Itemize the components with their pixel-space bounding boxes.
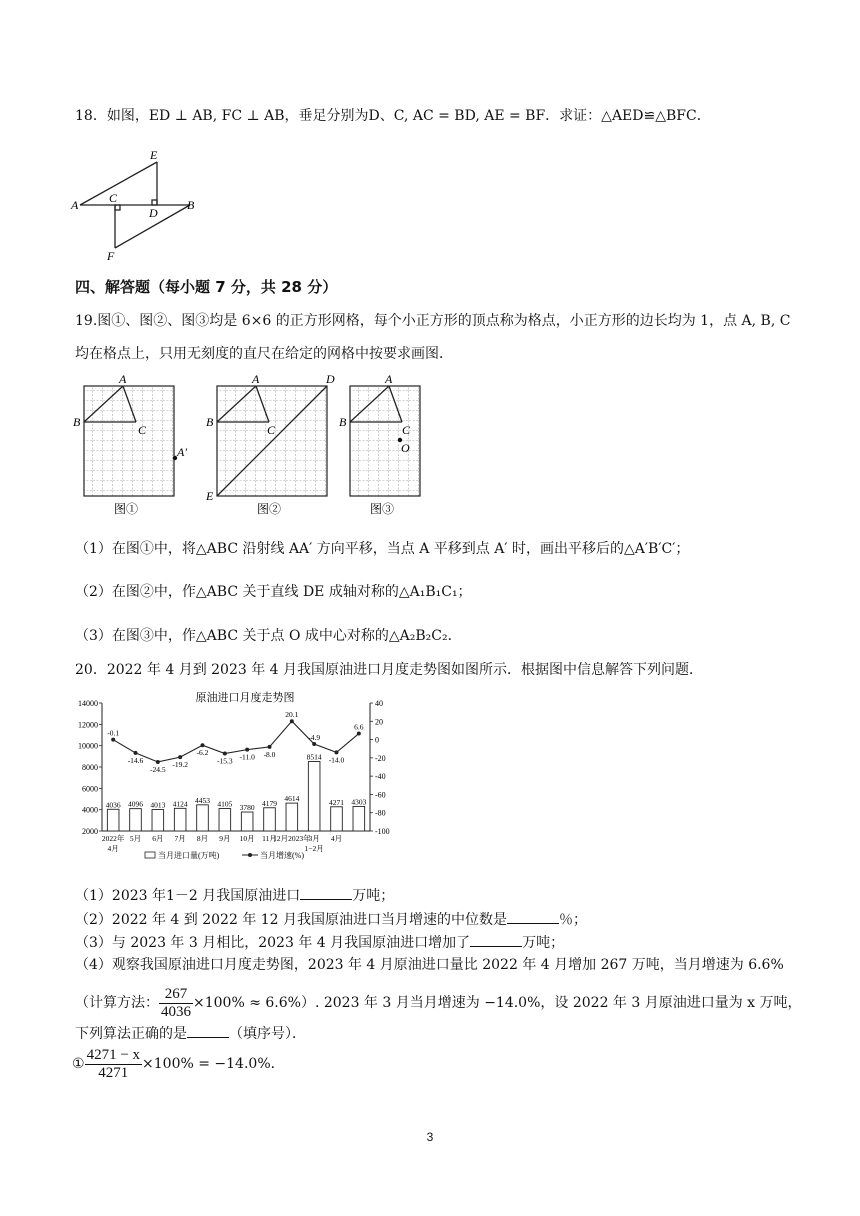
section-heading: 四、解答题（每小题 7 分，共 28 分）: [75, 278, 338, 296]
growth-point: [201, 743, 205, 747]
q18-label-a: A: [71, 198, 79, 212]
right-tick-label: 40: [375, 699, 383, 708]
q20-part4-line1: （4）观察我国原油进口月度走势图，2023 年 4 月原油进口量比 2022 年 4 月增加 267 万吨，当月增速为 6.6%: [75, 957, 784, 973]
option1-prefix: ①: [72, 1056, 85, 1072]
growth-value-label: -0.1: [107, 728, 120, 738]
category-label: 8月: [196, 834, 209, 843]
grid-figure-1: [73, 372, 187, 516]
q20-part3-text-a: （3）与 2023 年 3 月相比，2023 年 4 月我国原油进口增加了: [75, 935, 471, 951]
category-label: 9月: [219, 834, 231, 843]
growth-value-label: -15.3: [217, 756, 233, 766]
option1-fraction: [85, 1047, 142, 1082]
q18-figure: [65, 145, 205, 285]
answer-blank-2[interactable]: [507, 910, 559, 924]
category-label: 5月: [129, 834, 142, 843]
fig2-label-d: D: [326, 372, 335, 386]
bar-value-label: 4453: [195, 795, 210, 805]
bar-value-label: 4124: [172, 799, 188, 809]
fig2-label-c: C: [267, 423, 276, 437]
growth-point: [178, 755, 182, 759]
growth-point: [268, 745, 272, 749]
legend-line-label: 当月增速(%): [260, 851, 304, 860]
bar: [264, 808, 276, 831]
category-sublabel: 1−2月: [304, 844, 324, 853]
bar-value-label: 4271: [329, 797, 344, 807]
answer-blank-3[interactable]: [470, 933, 522, 947]
q19-part1: （1）在图①中，将△ABC 沿射线 AA′ 方向平移，当点 A 平移到点 A′ 时，画出平移后的△A′B′C′；: [75, 541, 690, 557]
fig1-label-a-prime: A': [177, 445, 187, 459]
growth-value-label: -4.9: [308, 733, 321, 743]
option1-denominator: 4271: [98, 1064, 129, 1081]
q20-option1: [72, 1044, 285, 1084]
chart-legend: [145, 850, 304, 860]
left-tick-label: 14000: [78, 699, 98, 708]
growth-value-label: -24.5: [150, 764, 166, 774]
q18-label-e: E: [150, 148, 158, 162]
right-tick-label: 0: [375, 735, 379, 745]
q18-label-f: F: [107, 249, 115, 263]
bar-value-label: 4614: [284, 794, 300, 804]
q20-part4-line3: [75, 1024, 306, 1043]
fig1-label-c: C: [138, 423, 147, 437]
q20-part4-line3-a: 下列算法正确的是: [75, 1026, 187, 1042]
left-tick-label: 12000: [78, 720, 98, 730]
answer-blank-4[interactable]: [187, 1024, 229, 1038]
bar: [152, 810, 164, 831]
left-tick-label: 2000: [82, 827, 98, 836]
q19-line1: 19.图①、图②、图③均是 6×6 的正方形网格，每个小正方形的顶点称为格点，小正方形的边长均为 1，点 A, B, C: [75, 313, 791, 329]
q20-part1: [75, 886, 394, 905]
fig2-label-a: A: [252, 372, 260, 386]
q19-line2: 均在格点上，只用无刻度的直尺在给定的网格中按要求画图．: [75, 346, 453, 362]
page-number: 3: [426, 1130, 434, 1144]
q20-part4-calc-b: ×100% ≈ 6.6%）. 2023 年 3 月当月增速为 −14.0%，设 2022 年 3 月原油进口量为 x 万吨，: [193, 995, 802, 1011]
growth-value-label: -11.0: [239, 752, 255, 762]
category-sublabel: 4月: [107, 844, 119, 853]
growth-value-label: -14.6: [127, 755, 144, 765]
growth-value-label: 20.1: [285, 710, 299, 720]
growth-value-label: -14.0: [328, 755, 345, 765]
q20-part4-calc: [75, 984, 802, 1022]
growth-value-label: -19.2: [172, 760, 188, 770]
growth-point: [290, 719, 294, 723]
calc-numerator: 267: [159, 986, 193, 1004]
growth-value-label: -8.0: [263, 749, 276, 759]
fig1-label-b: B: [73, 415, 81, 429]
fig3-label-b: B: [339, 415, 347, 429]
bar-value-label: 4105: [217, 799, 233, 809]
fig3-caption: 图③: [370, 502, 395, 516]
bar: [353, 806, 365, 831]
category-label: 7月: [174, 834, 186, 843]
q20-part1-text-a: （1）2023 年1－2 月我国原油进口: [75, 888, 301, 904]
bar: [331, 807, 343, 831]
q18-label-b: B: [187, 198, 195, 212]
q20-intro: 20．2022 年 4 月到 2023 年 4 月我国原油进口月度走势图如图所示．根据图中信息解答下列问题．: [75, 662, 704, 678]
q20-part4-line3-b: （填序号）．: [229, 1026, 306, 1042]
grid-figure-3: [339, 372, 420, 516]
fig1-caption: 图①: [114, 502, 139, 516]
fig1-label-a: A: [119, 372, 127, 386]
q20-part2-text-a: （2）2022 年 4 到 2022 年 12 月我国原油进口当月增速的中位数是: [75, 912, 508, 928]
category-label: 3月: [308, 834, 320, 843]
chart-title: 原油进口月度走势图: [195, 692, 295, 704]
right-tick-label: -100: [375, 827, 390, 836]
oil-import-chart: [70, 685, 400, 860]
fig2-caption: 图②: [257, 502, 282, 516]
q19-part2: （2）在图②中，作△ABC 关于直线 DE 成轴对称的△A₁B₁C₁；: [75, 584, 472, 600]
right-tick-label: -80: [375, 808, 386, 818]
bar-value-label: 3780: [239, 803, 255, 813]
left-tick-label: 6000: [82, 784, 98, 794]
left-tick-label: 10000: [78, 741, 98, 751]
bar: [219, 809, 231, 831]
q20-part3: [75, 933, 564, 952]
q19-part3: （3）在图③中，作△ABC 关于点 O 成中心对称的△A₂B₂C₂．: [75, 628, 462, 644]
growth-point: [156, 760, 160, 764]
growth-point: [111, 738, 115, 742]
q20-part2: [75, 910, 587, 929]
q18-text: 18．如图，ED ⊥ AB, FC ⊥ AB，垂足分别为D、C, AC = BD, AE = BF．求证：△AED≌△BFC．: [75, 108, 711, 124]
bar-value-label: 4036: [105, 800, 121, 810]
bar: [241, 812, 253, 831]
growth-point: [335, 750, 339, 754]
calc-denominator: 4036: [161, 1003, 191, 1020]
growth-value-label: -6.2: [196, 748, 209, 758]
option1-rest: ×100% = −14.0%．: [142, 1056, 285, 1072]
bar-value-label: 4303: [351, 797, 367, 807]
q20-part3-text-b: 万吨；: [522, 935, 565, 951]
q20-part4-calc-a: （计算方法：: [75, 995, 159, 1011]
right-tick-label: -40: [375, 772, 386, 782]
left-tick-label: 8000: [82, 763, 98, 772]
bar-value-label: 8514: [306, 752, 322, 762]
category-label: 10月: [239, 834, 255, 843]
option1-numerator: 4271 − x: [86, 1046, 141, 1063]
bar: [286, 803, 298, 831]
calc-fraction: [159, 986, 193, 1021]
growth-point: [223, 752, 227, 756]
right-tick-label: -60: [375, 790, 386, 800]
bar: [107, 809, 119, 831]
q18-label-d: D: [149, 206, 158, 220]
growth-point: [312, 742, 316, 746]
bar: [130, 809, 142, 831]
growth-value-label: 6.6: [354, 722, 364, 732]
category-label: 4月: [330, 834, 343, 843]
category-label: 11月: [262, 834, 277, 843]
right-tick-label: -20: [375, 753, 386, 763]
q20-part2-text-b: ％；: [559, 912, 588, 928]
growth-point: [357, 732, 361, 736]
grid-figure-2: [205, 372, 335, 516]
fig3-label-c: C: [402, 423, 411, 437]
growth-point: [134, 751, 138, 755]
bar-value-label: 4013: [150, 800, 166, 810]
bar-value-label: 4179: [262, 798, 277, 808]
bar: [197, 805, 209, 831]
bar: [174, 808, 186, 831]
bar-value-label: 4096: [128, 799, 143, 809]
right-tick-label: 20: [375, 717, 383, 727]
fig2-label-b: B: [206, 415, 214, 429]
legend-bar-label: 当月进口量(万吨): [158, 851, 220, 860]
answer-blank-1[interactable]: [300, 886, 352, 900]
fig2-label-e: E: [206, 489, 214, 503]
fig3-label-o: O: [401, 441, 410, 455]
category-label: 2022年: [101, 834, 125, 843]
bar: [308, 762, 320, 831]
fig3-label-a: A: [385, 372, 393, 386]
left-tick-label: 4000: [82, 805, 98, 815]
growth-point: [245, 748, 249, 752]
q20-part1-text-b: 万吨；: [352, 888, 395, 904]
q18-label-c: C: [109, 191, 118, 205]
q19-figures: [72, 370, 432, 520]
category-label: 6月: [152, 834, 164, 843]
category-label: 12月2023年: [273, 834, 311, 843]
